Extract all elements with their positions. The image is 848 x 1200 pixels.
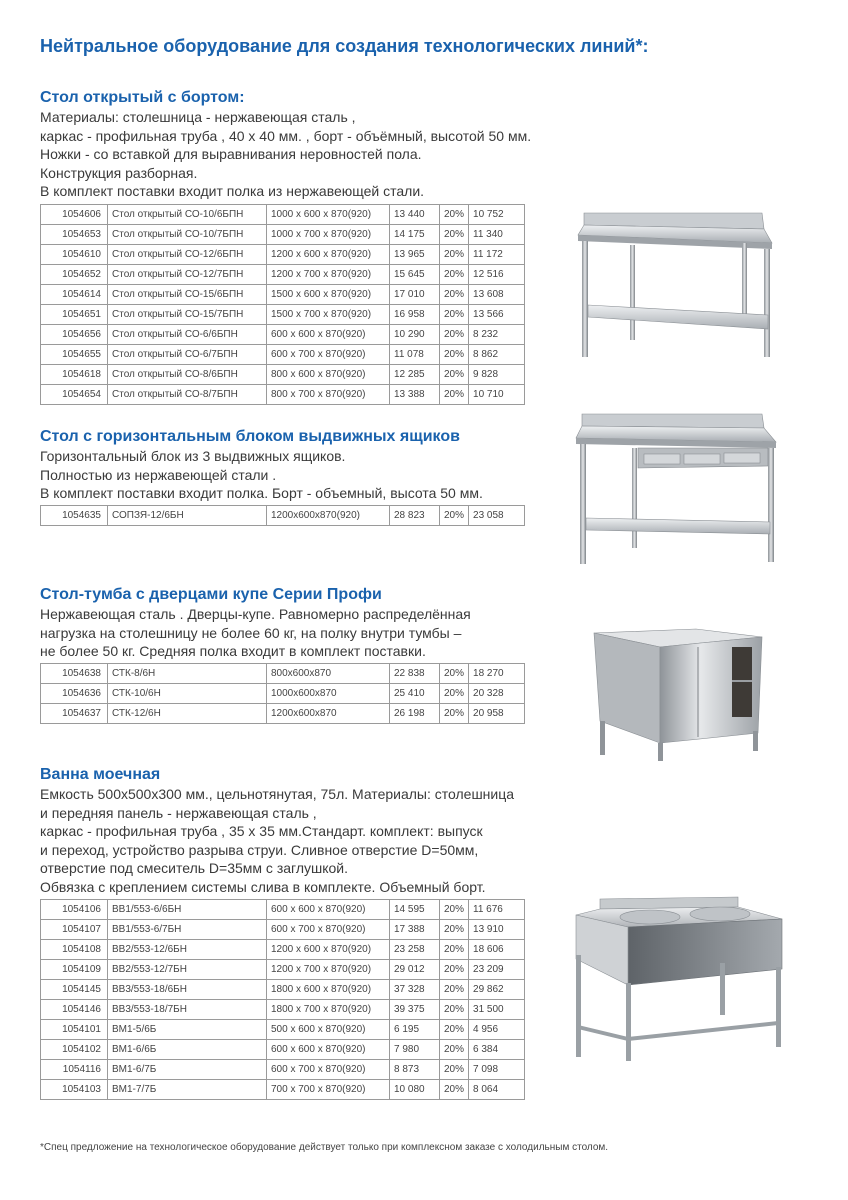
desc-line: каркас - профильная труба , 40 х 40 мм. , борт - объёмный, высотой 50 мм.: [40, 127, 532, 144]
model-cell: ВВ1/553-6/6БН: [108, 900, 267, 920]
net-price-cell: 23 209: [469, 960, 525, 980]
model-cell: СОПЗЯ-12/6БН: [108, 506, 267, 526]
article-cell: 1054108: [41, 940, 108, 960]
vat-cell: 20%: [440, 704, 469, 724]
price-cell: 29 012: [390, 960, 440, 980]
dimensions-cell: 1200 х 600 х 870(920): [267, 245, 390, 265]
price-cell: 16 958: [390, 305, 440, 325]
footnote: *Спец предложение на технологическое оборудование действует только при комплексном заказе с холодильным столом.: [40, 1142, 609, 1153]
desc-line: Емкость 500х500х300 мм., цельнотянутая, 75л. Материалы: столешница: [40, 786, 515, 802]
dimensions-cell: 800 х 700 х 870(920): [267, 385, 390, 405]
table-row: [41, 365, 525, 385]
net-price-cell: 18 606: [469, 940, 525, 960]
section-description: [40, 785, 514, 896]
dimensions-cell: 600 х 600 х 870(920): [267, 1040, 390, 1060]
dimensions-cell: 1000 х 600 х 870(920): [267, 205, 390, 225]
price-cell: 37 328: [390, 980, 440, 1000]
model-cell: СТК-8/6Н: [108, 664, 267, 684]
net-price-cell: 13 910: [469, 920, 525, 940]
net-price-cell: 20 958: [469, 704, 525, 724]
vat-cell: 20%: [440, 900, 469, 920]
desc-line: и переход, устройство разрыва струи. Сливное отверстие D=50мм,: [40, 841, 479, 858]
article-cell: 1054614: [41, 285, 108, 305]
net-price-cell: 9 828: [469, 365, 525, 385]
article-cell: 1054109: [41, 960, 108, 980]
vat-cell: 20%: [440, 385, 469, 405]
section-heading-cabinet-table: Стол-тумба с дверцами купе Серии Профи: [40, 586, 382, 603]
net-price-cell: 20 328: [469, 684, 525, 704]
table-row: [41, 285, 525, 305]
model-cell: СТК-10/6Н: [108, 684, 267, 704]
dimensions-cell: 800х600х870: [267, 664, 390, 684]
vat-cell: 20%: [440, 205, 469, 225]
net-price-cell: 10 710: [469, 385, 525, 405]
price-cell: 7 980: [390, 1040, 440, 1060]
net-price-cell: 11 172: [469, 245, 525, 265]
dimensions-cell: 500 х 600 х 870(920): [267, 1020, 390, 1040]
desc-line: Нержавеющая сталь . Дверцы-купе. Равномерно распределённая: [40, 606, 471, 622]
price-cell: 14 595: [390, 900, 440, 920]
vat-cell: 20%: [440, 1020, 469, 1040]
article-cell: 1054654: [41, 385, 108, 405]
article-cell: 1054116: [41, 1060, 108, 1080]
price-cell: 12 285: [390, 365, 440, 385]
table-row: [41, 920, 525, 940]
table-row: [41, 305, 525, 325]
net-price-cell: 29 862: [469, 980, 525, 1000]
drawer-table-image: [572, 410, 787, 570]
price-table: [40, 505, 525, 526]
section-description: [40, 605, 471, 661]
vat-cell: 20%: [440, 940, 469, 960]
table-row: [41, 205, 525, 225]
dimensions-cell: 1200 х 600 х 870(920): [267, 940, 390, 960]
desc-line: Ножки - со вставкой для выравнивания неровностей пола.: [40, 146, 422, 162]
vat-cell: 20%: [440, 345, 469, 365]
net-price-cell: 8 064: [469, 1080, 525, 1100]
desc-line: не более 50 кг. Средняя полка входит в комплект поставки.: [40, 643, 426, 659]
vat-cell: 20%: [440, 365, 469, 385]
table-row: [41, 1020, 525, 1040]
dimensions-cell: 600 х 700 х 870(920): [267, 1060, 390, 1080]
price-cell: 17 010: [390, 285, 440, 305]
dimensions-cell: 1500 х 600 х 870(920): [267, 285, 390, 305]
article-cell: 1054106: [41, 900, 108, 920]
vat-cell: 20%: [440, 285, 469, 305]
article-cell: 1054635: [41, 506, 108, 526]
model-cell: Стол открытый СО-12/7БПН: [108, 265, 267, 285]
price-cell: 15 645: [390, 265, 440, 285]
model-cell: ВВ2/553-12/6БН: [108, 940, 267, 960]
table-row: [41, 265, 525, 285]
table-row: [41, 1000, 525, 1020]
vat-cell: 20%: [440, 980, 469, 1000]
section-heading-sink: Ванна моечная: [40, 766, 161, 783]
table-row: [41, 325, 525, 345]
net-price-cell: 11 676: [469, 900, 525, 920]
model-cell: Стол открытый СО-10/7БПН: [108, 225, 267, 245]
table-row: [41, 960, 525, 980]
article-cell: 1054145: [41, 980, 108, 1000]
model-cell: СТК-12/6Н: [108, 704, 267, 724]
price-cell: 39 375: [390, 1000, 440, 1020]
net-price-cell: 4 956: [469, 1020, 525, 1040]
article-cell: 1054655: [41, 345, 108, 365]
table-row: [41, 225, 525, 245]
dimensions-cell: 1500 х 700 х 870(920): [267, 305, 390, 325]
desc-line: Полностью из нержавеющей стали .: [40, 466, 277, 483]
model-cell: Стол открытый СО-8/7БПН: [108, 385, 267, 405]
vat-cell: 20%: [440, 506, 469, 526]
vat-cell: 20%: [440, 225, 469, 245]
table-row: [41, 345, 525, 365]
article-cell: 1054606: [41, 205, 108, 225]
vat-cell: 20%: [440, 664, 469, 684]
dimensions-cell: 1800 х 700 х 870(920): [267, 1000, 390, 1020]
vat-cell: 20%: [440, 684, 469, 704]
model-cell: Стол открытый СО-12/6БПН: [108, 245, 267, 265]
vat-cell: 20%: [440, 1000, 469, 1020]
price-cell: 22 838: [390, 664, 440, 684]
table-row: [41, 1060, 525, 1080]
dimensions-cell: 1000х600х870: [267, 684, 390, 704]
desc-line: В комплект поставки входит полка из нержавеющей стали.: [40, 183, 425, 199]
price-table: [40, 899, 525, 1100]
price-table: [40, 204, 525, 405]
article-cell: 1054636: [41, 684, 108, 704]
model-cell: Стол открытый СО-15/6БПН: [108, 285, 267, 305]
vat-cell: 20%: [440, 265, 469, 285]
dimensions-cell: 800 х 600 х 870(920): [267, 365, 390, 385]
dimensions-cell: 600 х 600 х 870(920): [267, 325, 390, 345]
article-cell: 1054618: [41, 365, 108, 385]
model-cell: Стол открытый СО-8/6БПН: [108, 365, 267, 385]
table-row: [41, 245, 525, 265]
desc-line: и передняя панель - нержавеющая сталь ,: [40, 804, 317, 821]
article-cell: 1054107: [41, 920, 108, 940]
table-row: [41, 980, 525, 1000]
model-cell: ВВ2/553-12/7БН: [108, 960, 267, 980]
price-cell: 17 388: [390, 920, 440, 940]
dimensions-cell: 1000 х 700 х 870(920): [267, 225, 390, 245]
table-row: [41, 1040, 525, 1060]
table-row: [41, 506, 525, 526]
article-cell: 1054653: [41, 225, 108, 245]
net-price-cell: 13 608: [469, 285, 525, 305]
price-cell: 26 198: [390, 704, 440, 724]
net-price-cell: 18 270: [469, 664, 525, 684]
dimensions-cell: 600 х 600 х 870(920): [267, 900, 390, 920]
price-cell: 25 410: [390, 684, 440, 704]
model-cell: ВМ1-6/7Б: [108, 1060, 267, 1080]
section-description: [40, 108, 531, 201]
price-cell: 8 873: [390, 1060, 440, 1080]
net-price-cell: 8 232: [469, 325, 525, 345]
price-cell: 13 388: [390, 385, 440, 405]
page-title: Нейтральное оборудование для создания технологических линий*:: [40, 36, 649, 56]
article-cell: 1054610: [41, 245, 108, 265]
cabinet-table-image: [590, 625, 770, 763]
table-row: [41, 704, 525, 724]
desc-line: Горизонтальный блок из 3 выдвижных ящиков.: [40, 448, 346, 464]
desc-line: В комплект поставки входит полка. Борт - объемный, высота 50 мм.: [40, 485, 483, 501]
desc-line: нагрузка на столешницу не более 60 кг, на полку внутри тумбы –: [40, 624, 462, 641]
net-price-cell: 10 752: [469, 205, 525, 225]
model-cell: ВМ1-6/6Б: [108, 1040, 267, 1060]
dimensions-cell: 600 х 700 х 870(920): [267, 345, 390, 365]
model-cell: ВМ1-5/6Б: [108, 1020, 267, 1040]
table-row: [41, 900, 525, 920]
article-cell: 1054638: [41, 664, 108, 684]
table-row: [41, 664, 525, 684]
table-row: [41, 684, 525, 704]
section-heading-drawer-table: Стол с горизонтальным блоком выдвижных ящиков: [40, 428, 460, 445]
model-cell: ВМ1-7/7Б: [108, 1080, 267, 1100]
article-cell: 1054146: [41, 1000, 108, 1020]
model-cell: Стол открытый СО-15/7БПН: [108, 305, 267, 325]
net-price-cell: 8 862: [469, 345, 525, 365]
vat-cell: 20%: [440, 1080, 469, 1100]
dimensions-cell: 1200х600х870: [267, 704, 390, 724]
article-cell: 1054103: [41, 1080, 108, 1100]
vat-cell: 20%: [440, 245, 469, 265]
dimensions-cell: 600 х 700 х 870(920): [267, 920, 390, 940]
open-table-image: [572, 205, 792, 365]
vat-cell: 20%: [440, 305, 469, 325]
article-cell: 1054102: [41, 1040, 108, 1060]
model-cell: Стол открытый СО-6/6БПН: [108, 325, 267, 345]
price-cell: 6 195: [390, 1020, 440, 1040]
desc-line: Обвязка с креплением системы слива в комплекте. Объемный борт.: [40, 878, 486, 895]
vat-cell: 20%: [440, 1060, 469, 1080]
model-cell: ВВ3/553-18/6БН: [108, 980, 267, 1000]
dimensions-cell: 1200х600х870(920): [267, 506, 390, 526]
price-cell: 13 440: [390, 205, 440, 225]
model-cell: ВВ1/553-6/7БН: [108, 920, 267, 940]
article-cell: 1054637: [41, 704, 108, 724]
net-price-cell: 13 566: [469, 305, 525, 325]
table-row: [41, 940, 525, 960]
article-cell: 1054651: [41, 305, 108, 325]
article-cell: 1054656: [41, 325, 108, 345]
net-price-cell: 23 058: [469, 506, 525, 526]
model-cell: ВВ3/553-18/7БН: [108, 1000, 267, 1020]
table-row: [41, 385, 525, 405]
dimensions-cell: 1200 х 700 х 870(920): [267, 960, 390, 980]
net-price-cell: 6 384: [469, 1040, 525, 1060]
dimensions-cell: 1800 х 600 х 870(920): [267, 980, 390, 1000]
section-description: [40, 447, 483, 503]
price-cell: 28 823: [390, 506, 440, 526]
model-cell: Стол открытый СО-10/6БПН: [108, 205, 267, 225]
desc-line: каркас - профильная труба , 35 х 35 мм.Стандарт. комплект: выпуск: [40, 823, 483, 839]
dimensions-cell: 700 х 700 х 870(920): [267, 1080, 390, 1100]
net-price-cell: 7 098: [469, 1060, 525, 1080]
desc-line: Конструкция разборная.: [40, 164, 198, 181]
price-table: [40, 663, 525, 724]
price-cell: 10 290: [390, 325, 440, 345]
vat-cell: 20%: [440, 325, 469, 345]
net-price-cell: 12 516: [469, 265, 525, 285]
model-cell: Стол открытый СО-6/7БПН: [108, 345, 267, 365]
vat-cell: 20%: [440, 920, 469, 940]
net-price-cell: 11 340: [469, 225, 525, 245]
desc-line: Материалы: столешница - нержавеющая сталь ,: [40, 109, 356, 125]
price-cell: 11 078: [390, 345, 440, 365]
net-price-cell: 31 500: [469, 1000, 525, 1020]
price-cell: 14 175: [390, 225, 440, 245]
sink-image: [570, 895, 790, 1065]
price-cell: 23 258: [390, 940, 440, 960]
article-cell: 1054652: [41, 265, 108, 285]
desc-line: отверстие под смеситель D=35мм с заглушкой.: [40, 860, 348, 876]
vat-cell: 20%: [440, 960, 469, 980]
price-cell: 13 965: [390, 245, 440, 265]
section-heading-open-table: Стол открытый с бортом:: [40, 89, 245, 106]
article-cell: 1054101: [41, 1020, 108, 1040]
vat-cell: 20%: [440, 1040, 469, 1060]
table-row: [41, 1080, 525, 1100]
dimensions-cell: 1200 х 700 х 870(920): [267, 265, 390, 285]
price-cell: 10 080: [390, 1080, 440, 1100]
